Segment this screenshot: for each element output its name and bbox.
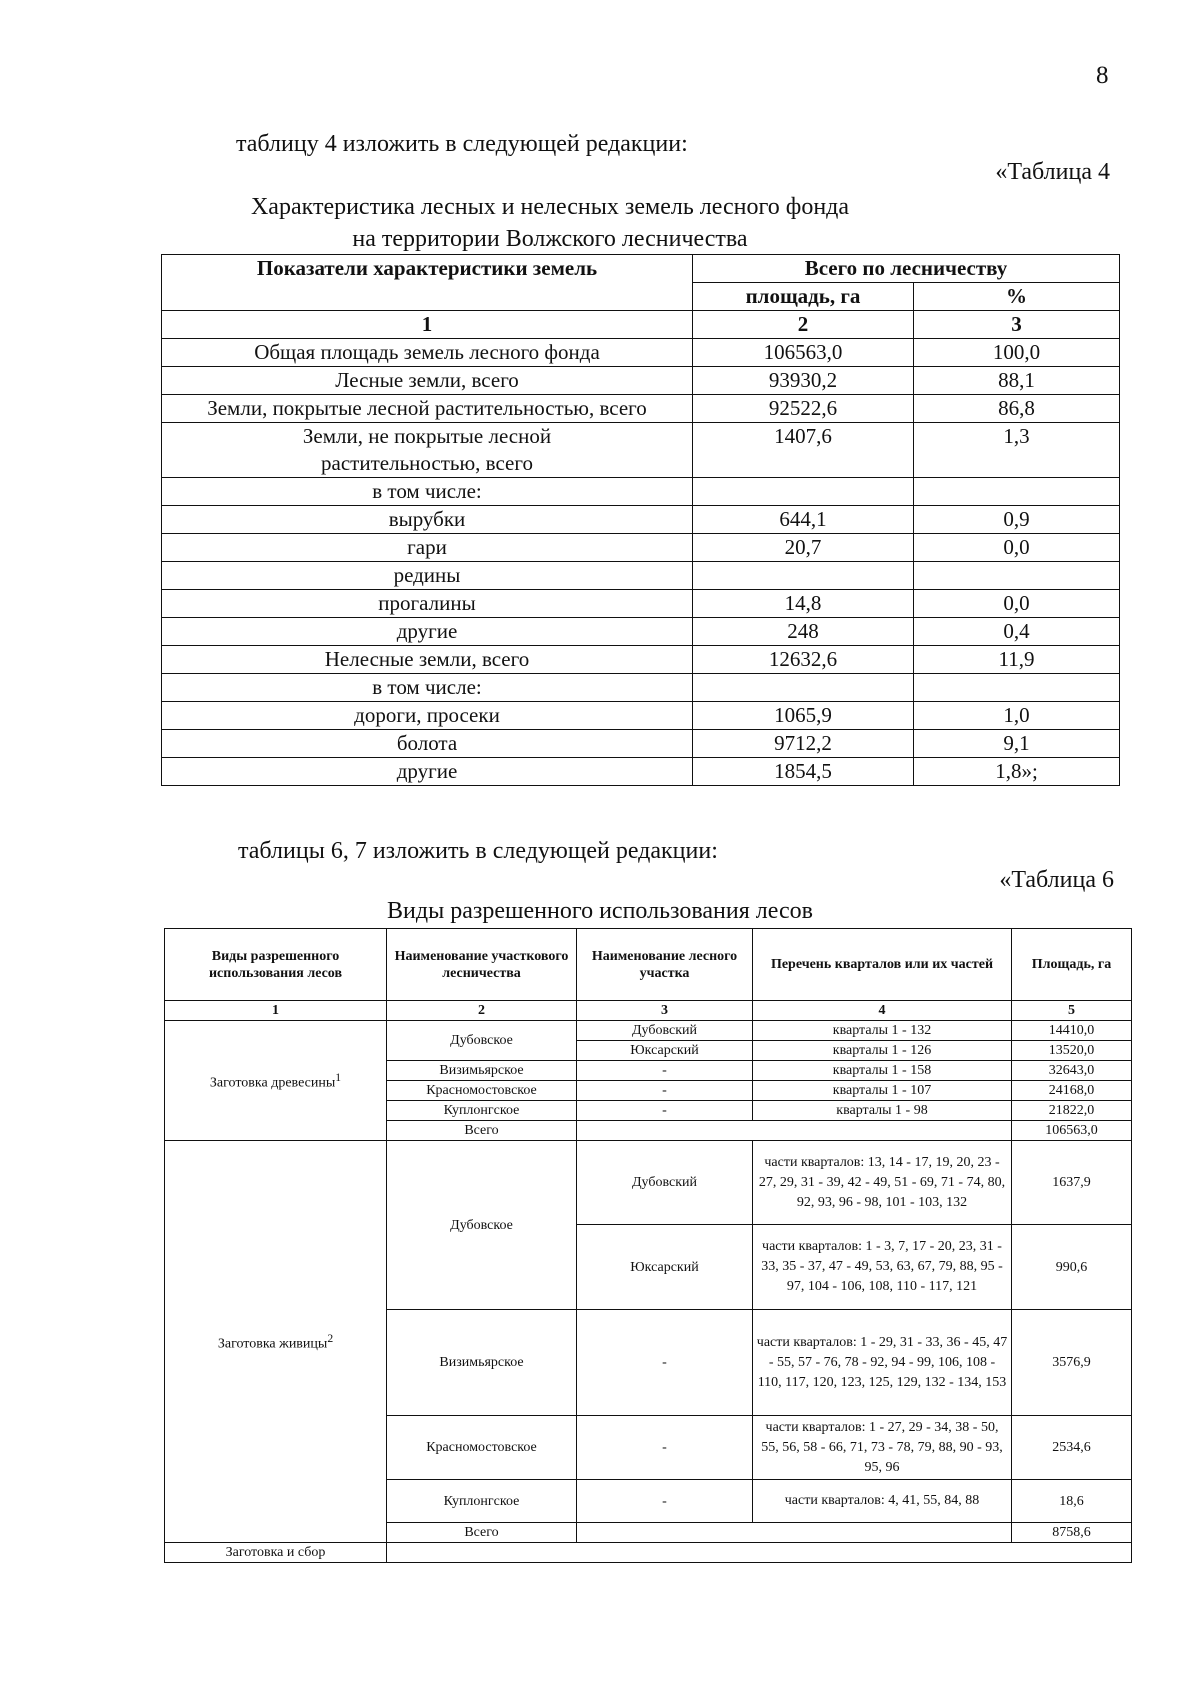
row-area: 18,6	[1012, 1480, 1132, 1523]
table-row	[162, 618, 1120, 646]
row-quarters: кварталы 1 - 158	[753, 1061, 1012, 1081]
row-area: 13520,0	[1012, 1041, 1132, 1061]
row-forest-area: -	[577, 1480, 753, 1523]
row-percent: 1,8»;	[914, 758, 1120, 786]
row-quarters: кварталы 1 - 98	[753, 1101, 1012, 1121]
row-district: Куплонгское	[387, 1480, 577, 1523]
row-quarters: части кварталов: 1 - 29, 31 - 33, 36 - 45, 47 - 55, 57 - 76, 78 - 92, 94 - 99, 106, 108 - 110, 117, 120, 123, 125, 129, 132 - 134, 153	[753, 1310, 1012, 1416]
row-percent: 1,0	[914, 702, 1120, 730]
row-area: 20,7	[693, 534, 914, 562]
row-area: 1407,6	[693, 423, 914, 478]
row-area: 1637,9	[1012, 1141, 1132, 1225]
table-row	[165, 1141, 1132, 1225]
resin-use-type: Заготовка живицы$^2$	[165, 1141, 387, 1543]
table-row	[162, 423, 1120, 478]
row-area: 990,6	[1012, 1225, 1132, 1310]
row-name: дороги, просеки	[162, 702, 693, 730]
table4-header-percent: %	[914, 283, 1120, 311]
table-row	[162, 590, 1120, 618]
row-quarters: кварталы 1 - 107	[753, 1081, 1012, 1101]
row-percent	[914, 674, 1120, 702]
row-district: Дубовское	[387, 1021, 577, 1061]
total-area: 8758,6	[1012, 1523, 1132, 1543]
table-row	[165, 1021, 1132, 1041]
row-area	[693, 562, 914, 590]
table4-header-indicator: Показатели характеристики земель	[162, 255, 693, 311]
row-area	[693, 478, 914, 506]
row-forest-area: -	[577, 1061, 753, 1081]
row-name: Общая площадь земель лесного фонда	[162, 339, 693, 367]
row-area: 248	[693, 618, 914, 646]
row-area: 32643,0	[1012, 1061, 1132, 1081]
row-forest-area: Юксарский	[577, 1041, 753, 1061]
row-quarters: части кварталов: 4, 41, 55, 84, 88	[753, 1480, 1012, 1523]
row-name: Лесные земли, всего	[162, 367, 693, 395]
last-row-empty	[387, 1543, 1132, 1563]
intro-table6: таблицы 6, 7 изложить в следующей редакции:	[238, 838, 718, 864]
row-area: 24168,0	[1012, 1081, 1132, 1101]
row-name: в том числе:	[162, 478, 693, 506]
row-area: 1065,9	[693, 702, 914, 730]
table4-header-total: Всего по лесничеству	[693, 255, 1120, 283]
table6-label: «Таблица 6	[999, 867, 1114, 893]
page-number: 8	[1096, 62, 1109, 89]
table6-colnum: 3	[577, 1001, 753, 1021]
row-quarters: части кварталов: 13, 14 - 17, 19, 20, 23 - 27, 29, 31 - 39, 42 - 49, 51 - 69, 71 - 74, 80, 92, 93, 96 - 98, 101 - 103, 132	[753, 1141, 1012, 1225]
row-area: 21822,0	[1012, 1101, 1132, 1121]
row-name: другие	[162, 618, 693, 646]
row-district: Дубовское	[387, 1141, 577, 1310]
row-area: 644,1	[693, 506, 914, 534]
row-name: прогалины	[162, 590, 693, 618]
row-area: 106563,0	[693, 339, 914, 367]
row-percent: 1,3	[914, 423, 1120, 478]
row-area: 92522,6	[693, 395, 914, 423]
row-name: редины	[162, 562, 693, 590]
row-name: вырубки	[162, 506, 693, 534]
row-percent: 9,1	[914, 730, 1120, 758]
table-row	[162, 758, 1120, 786]
row-percent: 0,4	[914, 618, 1120, 646]
table-row	[162, 478, 1120, 506]
table-row	[162, 730, 1120, 758]
row-district: Куплонгское	[387, 1101, 577, 1121]
row-name: Земли, покрытые лесной растительностью, всего	[162, 395, 693, 423]
row-name: гари	[162, 534, 693, 562]
row-area: 14410,0	[1012, 1021, 1132, 1041]
row-percent: 0,0	[914, 534, 1120, 562]
total-label: Всего	[387, 1523, 577, 1543]
row-name: Земли, не покрытые лесной растительностью, всего	[162, 423, 693, 478]
total-empty	[577, 1121, 1012, 1141]
table6-colnum: 4	[753, 1001, 1012, 1021]
row-area: 9712,2	[693, 730, 914, 758]
row-percent: 0,0	[914, 590, 1120, 618]
footnote-mark: 2	[327, 1332, 334, 1346]
row-percent	[914, 478, 1120, 506]
row-district: Красномостовское	[387, 1081, 577, 1101]
row-area: 93930,2	[693, 367, 914, 395]
table6-header-use-type: Виды разрешенного использования лесов	[165, 929, 387, 1001]
row-forest-area: Дубовский	[577, 1021, 753, 1041]
row-name: Нелесные земли, всего	[162, 646, 693, 674]
row-percent: 88,1	[914, 367, 1120, 395]
row-area: 14,8	[693, 590, 914, 618]
table4-colnum: 1	[162, 311, 693, 339]
table-row	[162, 674, 1120, 702]
table4-colnum: 2	[693, 311, 914, 339]
row-quarters: кварталы 1 - 126	[753, 1041, 1012, 1061]
total-label: Всего	[387, 1121, 577, 1141]
row-percent: 0,9	[914, 506, 1120, 534]
row-percent: 100,0	[914, 339, 1120, 367]
table-row	[162, 506, 1120, 534]
row-forest-area: -	[577, 1081, 753, 1101]
table-row	[162, 646, 1120, 674]
table-row	[162, 339, 1120, 367]
row-forest-area: Дубовский	[577, 1141, 753, 1225]
table4-colnum: 3	[914, 311, 1120, 339]
row-quarters: части кварталов: 1 - 3, 7, 17 - 20, 23, 31 - 33, 35 - 37, 47 - 49, 53, 63, 67, 79, 88, 95 - 97, 104 - 106, 108, 110 - 117, 121	[753, 1225, 1012, 1310]
table4-title-line1: Характеристика лесных и нелесных земель лесного фонда	[250, 194, 850, 220]
row-area: 3576,9	[1012, 1310, 1132, 1416]
table-row	[162, 534, 1120, 562]
table-row	[162, 702, 1120, 730]
table6-header-area: Площадь, га	[1012, 929, 1132, 1001]
row-area	[693, 674, 914, 702]
row-percent: 11,9	[914, 646, 1120, 674]
timber-use-type: Заготовка древесины$^1$	[165, 1021, 387, 1141]
row-name: в том числе:	[162, 674, 693, 702]
row-percent	[914, 562, 1120, 590]
row-quarters: кварталы 1 - 132	[753, 1021, 1012, 1041]
table4	[161, 254, 1120, 786]
row-forest-area: Юксарский	[577, 1225, 753, 1310]
row-forest-area: -	[577, 1101, 753, 1121]
table6-header-forest-area: Наименование лесного участка	[577, 929, 753, 1001]
row-name: болота	[162, 730, 693, 758]
table6-colnum: 2	[387, 1001, 577, 1021]
row-forest-area: -	[577, 1416, 753, 1480]
table6-colnum: 5	[1012, 1001, 1132, 1021]
row-district: Визимьярское	[387, 1061, 577, 1081]
row-quarters: части кварталов: 1 - 27, 29 - 34, 38 - 50, 55, 56, 58 - 66, 71, 73 - 78, 79, 88, 90 - 93, 95, 96	[753, 1416, 1012, 1480]
table4-label: «Таблица 4	[995, 159, 1110, 185]
footnote-mark: 1	[335, 1071, 342, 1085]
table6-colnum: 1	[165, 1001, 387, 1021]
row-area: 12632,6	[693, 646, 914, 674]
table6	[164, 928, 1132, 1563]
table6-header-district: Наименование участкового лесничества	[387, 929, 577, 1001]
table6-header-quarters: Перечень кварталов или их частей	[753, 929, 1012, 1001]
table4-title-line2: на территории Волжского лесничества	[352, 226, 748, 252]
row-area: 2534,6	[1012, 1416, 1132, 1480]
row-name: другие	[162, 758, 693, 786]
table-row	[162, 395, 1120, 423]
row-percent: 86,8	[914, 395, 1120, 423]
last-row-use-type: Заготовка и сбор	[165, 1543, 387, 1563]
table-row	[162, 367, 1120, 395]
table-row	[165, 1543, 1132, 1563]
total-area: 106563,0	[1012, 1121, 1132, 1141]
row-forest-area: -	[577, 1310, 753, 1416]
table4-header-area: площадь, га	[693, 283, 914, 311]
row-district: Визимьярское	[387, 1310, 577, 1416]
row-district: Красномостовское	[387, 1416, 577, 1480]
intro-table4: таблицу 4 изложить в следующей редакции:	[236, 131, 688, 157]
table6-title: Виды разрешенного использования лесов	[387, 898, 813, 924]
row-area: 1854,5	[693, 758, 914, 786]
table-row	[162, 562, 1120, 590]
total-empty	[577, 1523, 1012, 1543]
